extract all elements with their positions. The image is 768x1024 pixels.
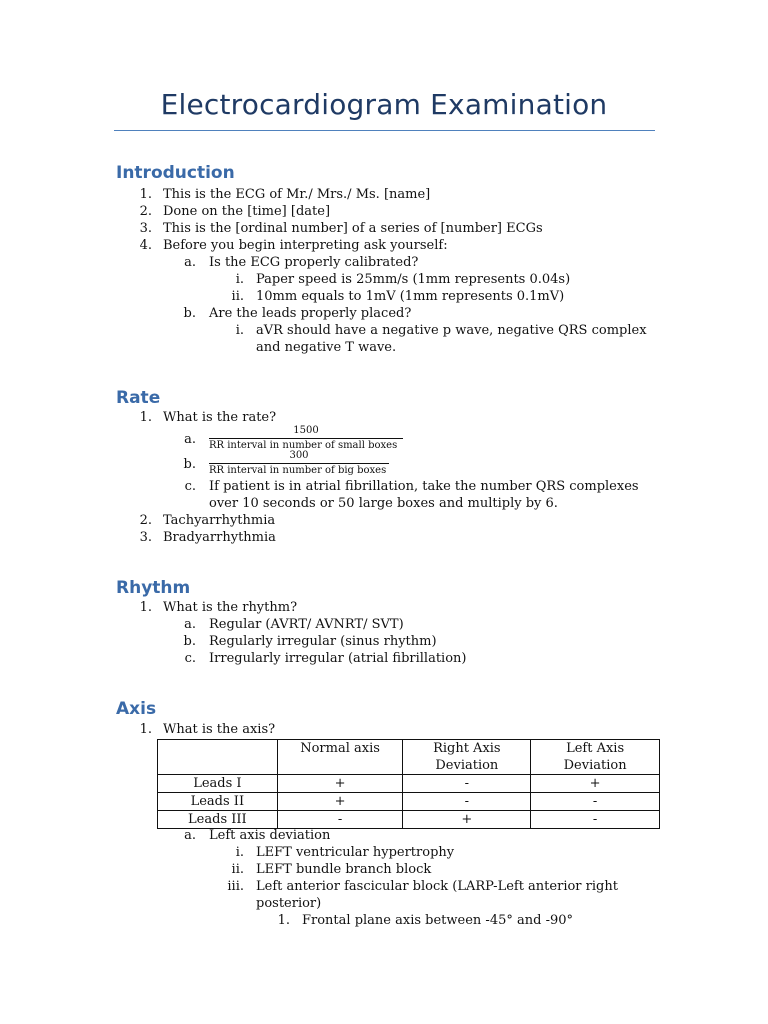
table-row: [158, 775, 660, 793]
table-header-row: [158, 740, 660, 775]
table-header-cell: [277, 740, 403, 775]
list-number: 1.: [139, 600, 152, 615]
list-roman: i.: [235, 845, 244, 860]
rhythm-heading: Rhythm: [116, 578, 191, 598]
table-cell: +: [531, 775, 660, 793]
list-item: Regularly irregular (sinus rhythm): [209, 634, 437, 649]
list-number: 3.: [139, 530, 152, 545]
list-item: Regular (AVRT/ AVNRT/ SVT): [209, 617, 404, 632]
list-roman: ii.: [231, 289, 244, 304]
list-item: Bradyarrhythmia: [163, 530, 276, 545]
list-item: What is the axis?: [163, 722, 276, 737]
list-number: 1.: [277, 913, 290, 928]
table-row: [158, 793, 660, 811]
row-label: Leads III: [158, 811, 278, 829]
header-line: Left Axis: [566, 741, 625, 756]
rate-heading: Rate: [116, 388, 161, 408]
table-cell: -: [403, 775, 531, 793]
table-row: [158, 811, 660, 829]
list-item: This is the ECG of Mr./ Mrs./ Ms. [name]: [163, 187, 431, 202]
header-line: Deviation: [563, 758, 627, 773]
list-letter: a.: [184, 617, 196, 632]
table-cell: -: [403, 793, 531, 811]
list-letter: b.: [183, 306, 196, 321]
page-title: Electrocardiogram Examination: [160, 88, 608, 121]
list-item-continuation: posterior): [256, 896, 322, 911]
table-cell: +: [403, 811, 531, 829]
list-item: Are the leads properly placed?: [209, 306, 412, 321]
title-divider: [114, 130, 655, 131]
list-number: 2.: [139, 204, 152, 219]
table-cell: +: [277, 775, 403, 793]
list-item: Frontal plane axis between -45° and -90°: [302, 913, 574, 928]
list-letter: a.: [184, 828, 196, 843]
list-number: 1.: [139, 187, 152, 202]
introduction-heading: Introduction: [116, 163, 235, 183]
list-number: 2.: [139, 513, 152, 528]
list-item: aVR should have a negative p wave, negative QRS complex: [256, 323, 647, 338]
list-number: 3.: [139, 221, 152, 236]
table-cell: -: [531, 793, 660, 811]
list-item: Before you begin interpreting ask yourself:: [163, 238, 448, 253]
list-number: 1.: [139, 410, 152, 425]
list-number: 1.: [139, 722, 152, 737]
list-item: What is the rate?: [163, 410, 277, 425]
list-item: What is the rhythm?: [163, 600, 298, 615]
list-item: LEFT ventricular hypertrophy: [256, 845, 455, 860]
list-item: LEFT bundle branch block: [256, 862, 432, 877]
list-item: 10mm equals to 1mV (1mm represents 0.1mV): [256, 289, 565, 304]
list-item: Paper speed is 25mm/s (1mm represents 0.04s): [256, 272, 571, 287]
table-header-cell: [158, 740, 278, 775]
list-item-continuation: and negative T wave.: [256, 340, 397, 355]
list-roman: i.: [235, 272, 244, 287]
list-item: Left anterior fascicular block (LARP-Left anterior right: [256, 879, 618, 894]
list-item: This is the [ordinal number] of a series of [number] ECGs: [163, 221, 543, 236]
list-item-continuation: over 10 seconds or 50 large boxes and multiply by 6.: [209, 496, 558, 511]
list-item: Irregularly irregular (atrial fibrillation): [209, 651, 467, 666]
list-letter: b.: [183, 634, 196, 649]
list-item: Tachyarrhythmia: [163, 513, 276, 528]
fraction-numerator: 1500: [293, 425, 319, 436]
table-cell: -: [531, 811, 660, 829]
list-roman: ii.: [231, 862, 244, 877]
table-header-cell: [531, 740, 660, 775]
list-item: If patient is in atrial fibrillation, take the number QRS complexes: [209, 479, 639, 494]
fraction-denominator: RR interval in number of big boxes: [209, 465, 387, 476]
header-normal-axis: Normal axis: [300, 741, 380, 756]
list-letter: c.: [184, 651, 196, 666]
table-header-cell: [403, 740, 531, 775]
table-cell: -: [277, 811, 403, 829]
axis-heading: Axis: [116, 699, 157, 719]
fraction-bar: [209, 438, 403, 439]
list-item: Done on the [time] [date]: [163, 204, 331, 219]
table-cell: +: [277, 793, 403, 811]
fraction-bar: [209, 463, 389, 464]
header-line: Deviation: [435, 758, 499, 773]
list-letter: b.: [183, 457, 196, 472]
list-number: 4.: [139, 238, 152, 253]
row-label: Leads I: [158, 775, 278, 793]
header-line: Right Axis: [433, 741, 501, 756]
row-label: Leads II: [158, 793, 278, 811]
list-letter: c.: [184, 479, 196, 494]
list-letter: a.: [184, 432, 196, 447]
list-item: Left axis deviation: [209, 828, 331, 843]
axis-table: [157, 739, 660, 829]
list-roman: iii.: [227, 879, 244, 894]
list-roman: i.: [235, 323, 244, 338]
list-letter: a.: [184, 255, 196, 270]
fraction-denominator: RR interval in number of small boxes: [209, 440, 398, 451]
list-item: Is the ECG properly calibrated?: [209, 255, 419, 270]
fraction-numerator: 300: [289, 450, 309, 461]
